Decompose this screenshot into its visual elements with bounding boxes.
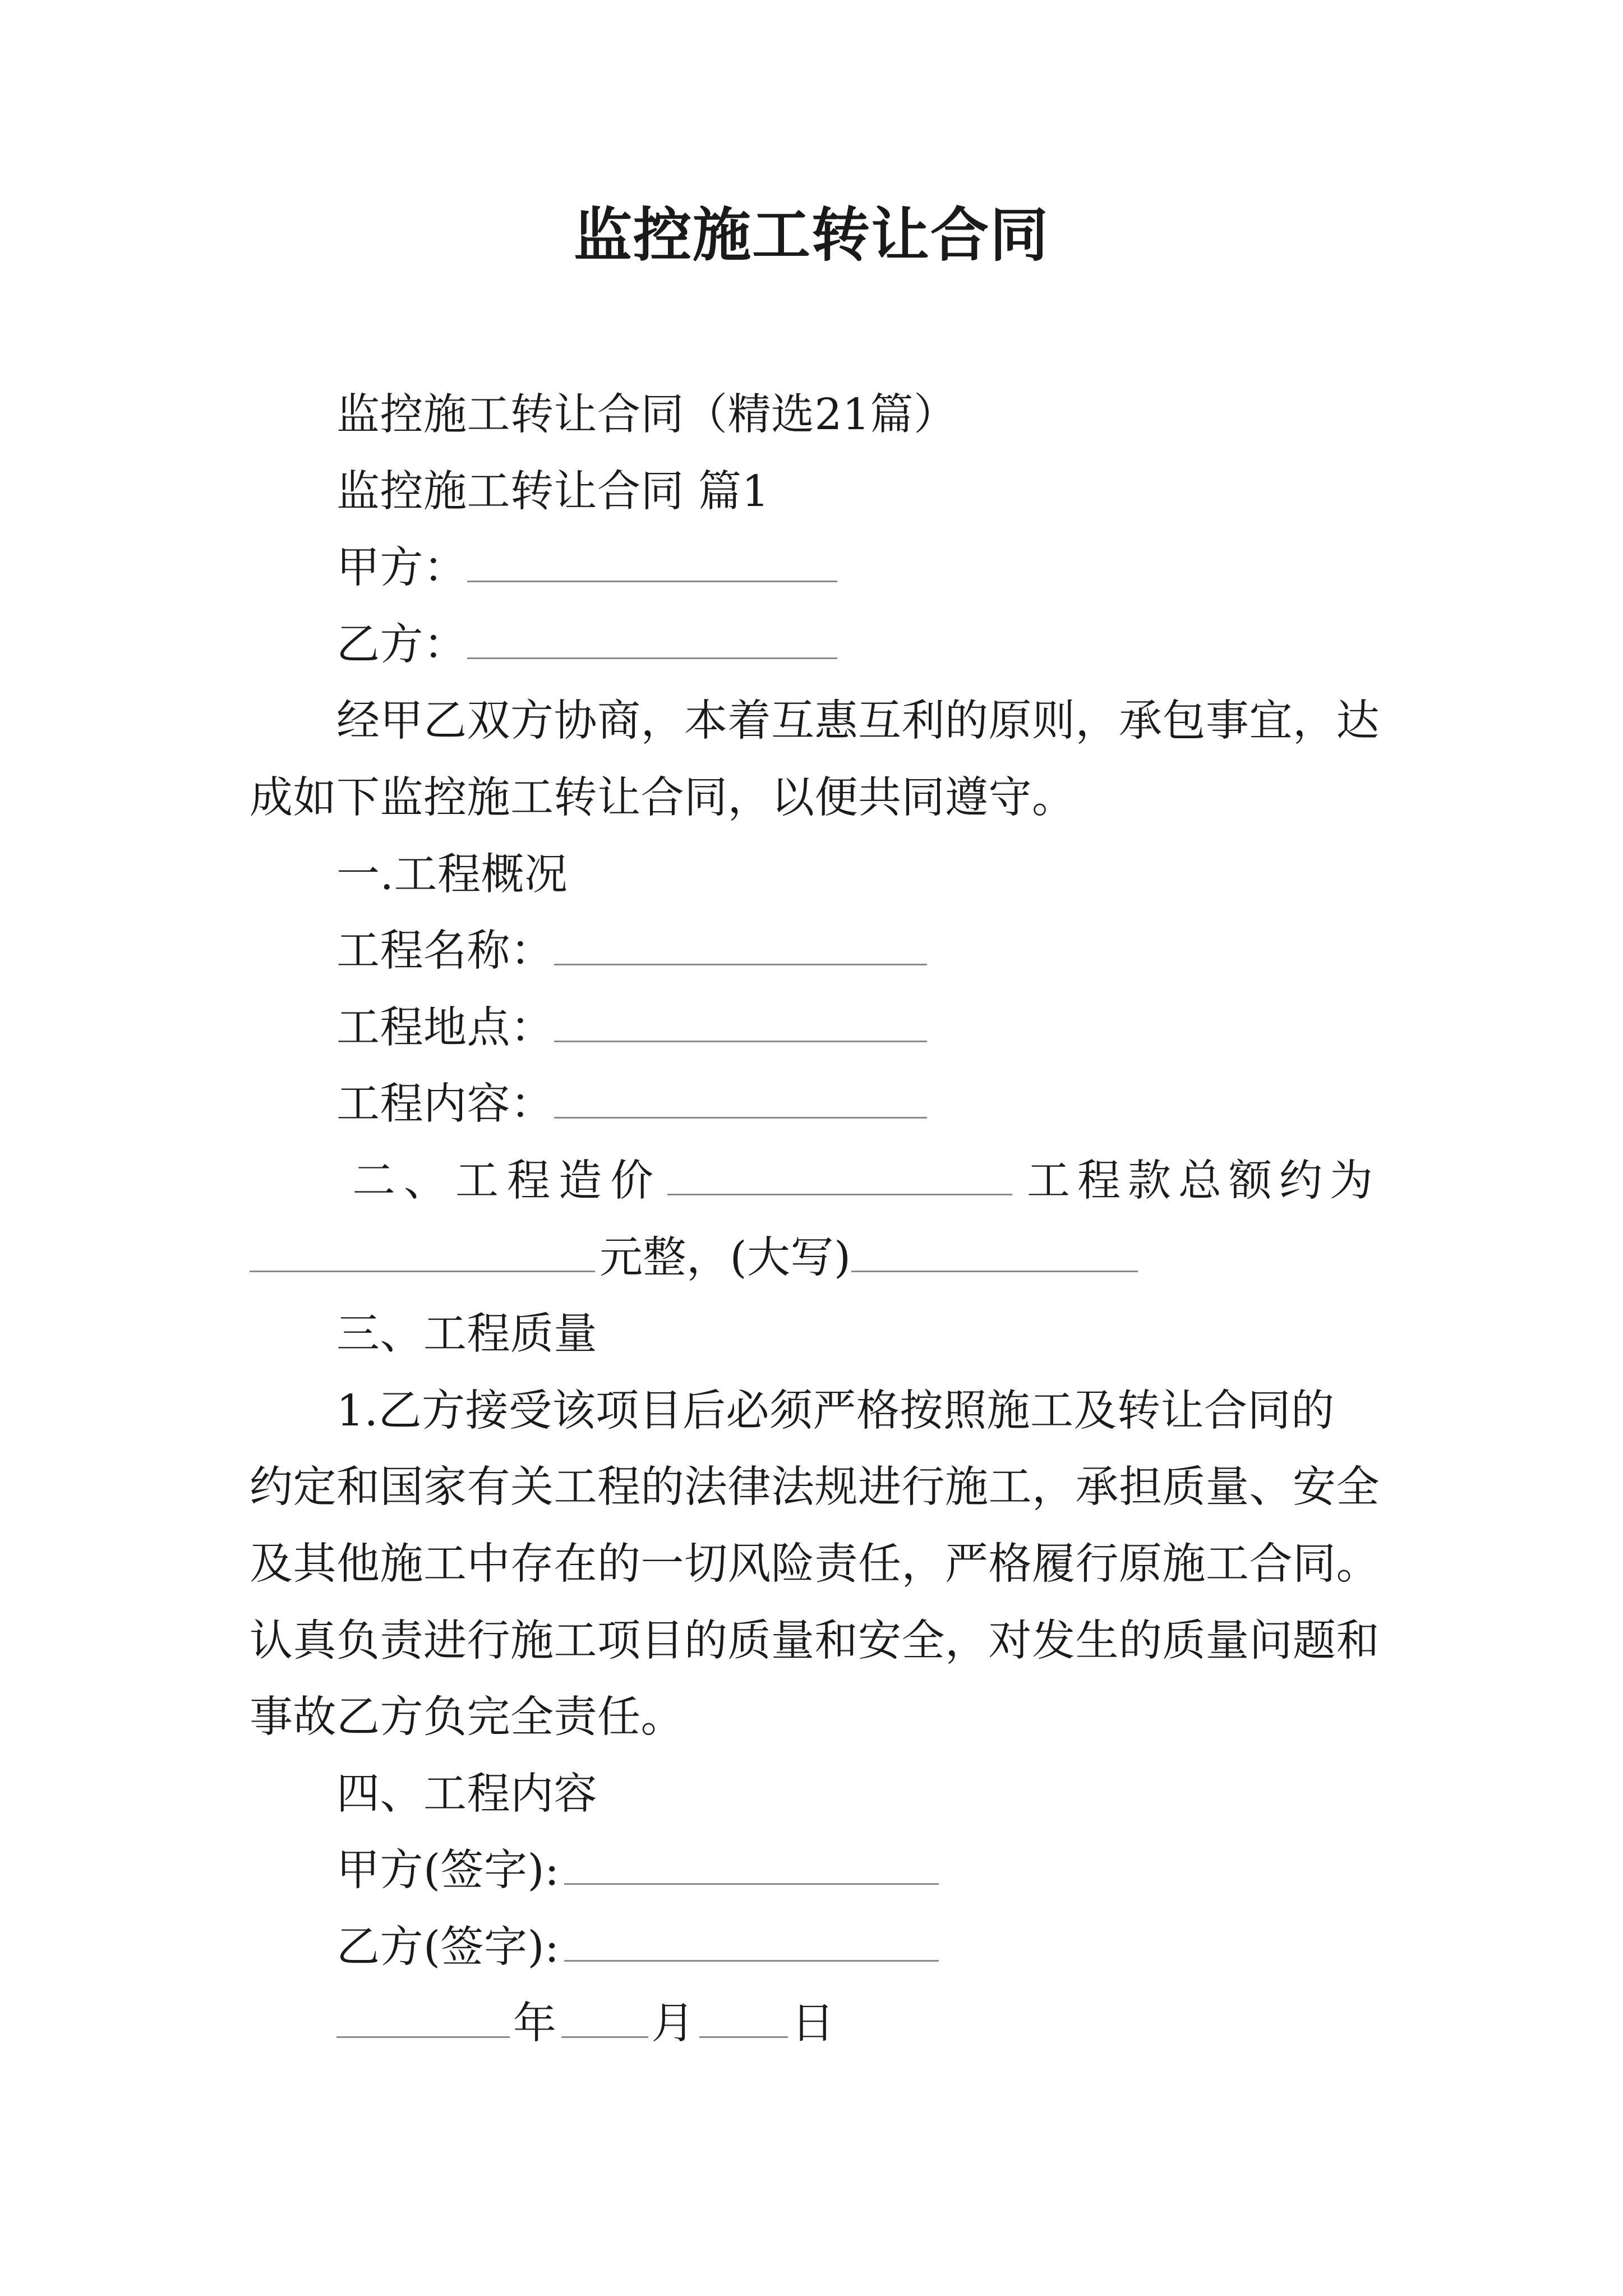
- day-blank: [699, 2008, 788, 2038]
- section-2-heading: 二、工程造价: [352, 1156, 662, 1206]
- preamble-line-2: 成如下监控施工转让合同，以便共同遵守。: [250, 772, 1076, 823]
- party-b-label: 乙方：: [336, 619, 467, 670]
- amount-words-blank: [851, 1243, 1138, 1272]
- party-a-line: [250, 530, 1388, 607]
- clause-1-line-3: 及其他施工中存在的一切风险责任，严格履行原施工合同。: [250, 1539, 1380, 1589]
- month-label: 月: [651, 1999, 695, 2049]
- project-content-label: 工程内容：: [336, 1079, 554, 1130]
- project-location-line: [250, 990, 1388, 1067]
- month-blank: [561, 2008, 648, 2038]
- party-a-signature-line: [250, 1833, 1388, 1910]
- clause-1-line-2: 约定和国家有关工程的法律法规进行施工，承担质量、安全: [250, 1462, 1380, 1513]
- project-name-blank: [554, 936, 927, 965]
- total-amount-label: 工程款总额约为: [1027, 1156, 1380, 1206]
- party-b-line: [250, 607, 1388, 684]
- project-content-blank: [554, 1089, 927, 1119]
- date-line: [250, 1986, 1388, 2063]
- article-heading: 监控施工转让合同 篇1: [336, 466, 769, 517]
- project-content-line: [250, 1066, 1388, 1143]
- document-body: [250, 377, 1388, 2063]
- party-a-label: 甲方：: [336, 543, 467, 593]
- section-1-heading: 一.工程概况: [336, 849, 568, 900]
- clause-1-line-5: 事故乙方负完全责任。: [250, 1692, 684, 1743]
- party-a-signature-label: 甲方(签字):: [336, 1846, 560, 1896]
- clause-1-line-4: 认真负责进行施工项目的质量和安全，对发生的质量问题和: [250, 1616, 1380, 1666]
- project-name-line: [250, 913, 1388, 990]
- project-location-label: 工程地点：: [336, 1002, 554, 1053]
- amount-figures-blank: [250, 1243, 595, 1272]
- project-name-label: 工程名称：: [336, 926, 554, 977]
- document-title: 监控施工转让合同: [573, 200, 1049, 269]
- party-b-blank: [467, 629, 837, 659]
- amount-unit-label: 元整，(大写): [600, 1232, 851, 1283]
- section-4-heading: 四、工程内容: [336, 1769, 597, 1819]
- party-a-blank: [467, 553, 837, 582]
- party-b-signature-blank: [564, 1932, 939, 1962]
- project-location-blank: [554, 1013, 927, 1042]
- amount-line: [250, 1220, 1388, 1297]
- party-b-signature-label: 乙方(签字):: [336, 1922, 560, 1972]
- party-a-signature-blank: [564, 1855, 939, 1885]
- clause-1-line-1: 1.乙方接受该项目后必须严格按照施工及转让合同的: [336, 1386, 1335, 1436]
- party-b-signature-line: [250, 1910, 1388, 1986]
- day-label: 日: [791, 1999, 835, 2049]
- section-2-line: [250, 1143, 1388, 1220]
- preamble-line-1: 经甲乙双方协商，本着互惠互利的原则，承包事宜，达: [336, 696, 1380, 747]
- collection-title: 监控施工转让合同（精选21篇）: [336, 390, 957, 440]
- project-cost-blank: [667, 1166, 1012, 1195]
- year-label: 年: [513, 1999, 557, 2049]
- year-blank: [336, 2008, 510, 2038]
- section-3-heading: 三、工程质量: [336, 1309, 597, 1360]
